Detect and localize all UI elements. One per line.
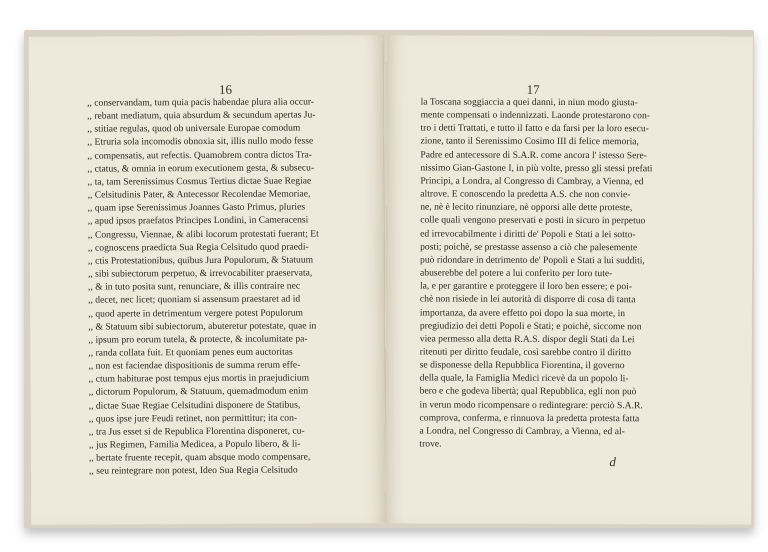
text-line: ,, quos ipse jure Feudi retinet, non permittitur; ita con- bbox=[88, 412, 298, 425]
text-line: Padre ed antecessore di S.A.R. come ancora l' istesso Sere- bbox=[420, 149, 648, 161]
left-page bbox=[29, 35, 387, 525]
text-line: chè non risiede in lei autorità di disporre di cosa di tanta bbox=[419, 293, 636, 306]
text-line: ,, stitiae regulas, quod ob universale Europae comodum bbox=[87, 122, 301, 135]
text-line: ,, ta, tam Serenissimus Cosmus Tertius dictae Suae Regiae bbox=[87, 175, 312, 188]
text-line: ,, seu reintegrare non potest, Ideo Sua Regia Celsitudo bbox=[88, 464, 298, 477]
text-line: ,, & in tuto posita sunt, renunciare, & illis contraire nec bbox=[88, 280, 301, 293]
text-line: può ridondare in detrimento de' Popoli e Stati a lui sudditi, bbox=[420, 254, 645, 267]
text-line: abuserebbe del potere a lui conferito per loro tute- bbox=[420, 267, 613, 280]
text-line: mente compensati o indennizzati. Laonde protestarono con- bbox=[420, 109, 650, 122]
text-line: ,, dictorum Populorum, & Statuum, quemadmodum enim bbox=[88, 385, 309, 399]
text-line: ,, sibi subiectorum perpetuo, & irrevocabiliter praeservata, bbox=[87, 267, 313, 280]
text-line: ,, ipsum pro eorum tutela, & protecte, & incolumitate pa- bbox=[88, 333, 308, 346]
text-line: la, e per garantire e proteggere il loro ben essere; e poi- bbox=[419, 280, 633, 293]
text-line: zione, tanto il Serenissimo Cosimo III di felice memoria, bbox=[420, 135, 639, 148]
text-line: Principi, a Londra, al Congresso di Cambray, a Vienna, ed bbox=[420, 175, 644, 188]
signature-mark: d bbox=[609, 454, 616, 470]
text-line: ritenuti per diritto feudale, così sarebbe contro il diritto bbox=[419, 346, 632, 359]
text-line: ,, compensatis, aut refectis. Quamobrem contra dictos Tra- bbox=[87, 149, 312, 162]
text-line: nissimo Gian-Gastone I, in più volte, presso gli stessi prefati bbox=[420, 162, 653, 175]
text-line: trove. bbox=[419, 438, 442, 450]
text-line: in verun modo ricompensare o redintegrare: perciò S.A.R. bbox=[419, 399, 643, 411]
text-line: ,, randa collata fuit. Et quoniam penes eum auctoritas bbox=[88, 346, 293, 359]
text-line: ,, jus Regimen, Familia Medicea, a Populo libero, & li- bbox=[88, 438, 301, 451]
text-line: ,, ctatus, & omnia in eorum executionem gesta, & subsecu- bbox=[87, 162, 315, 175]
text-line: posti; poichè, se prestasse assenso a ciò che palesemente bbox=[420, 241, 638, 253]
text-line: ,, apud ipsos praefatos Principes Londini, in Cameracensi bbox=[87, 214, 309, 228]
text-line: colle quali vengono preservati e posti in sicuro in perpetuo bbox=[420, 214, 646, 227]
text-line: ,, & Statuum sibi subiectorum, abuteretur potestate, quae in bbox=[88, 320, 317, 333]
left-page-number: 16 bbox=[218, 81, 233, 97]
text-line: ne, nè è lecito rinunziare, nè opporsi alle dette proteste, bbox=[420, 201, 633, 214]
text-line: la Toscana soggiaccia a quei danni, in niun modo giusta- bbox=[420, 96, 638, 109]
text-line: ,, dictae Suae Regiae Celsitudini disponere de Statibus, bbox=[88, 399, 301, 412]
right-page-number: 17 bbox=[526, 81, 540, 97]
text-line: bero e che godeva libertà; qual Repubblica, egli non può bbox=[419, 385, 637, 398]
text-line: ,, conservandam, tum quia pacis habendae plura alia occur- bbox=[87, 96, 315, 109]
text-line: ,, rebant mediatum, quia absurdum & secundum apertas Ju- bbox=[87, 109, 316, 122]
right-page-body bbox=[419, 95, 728, 451]
left-page-body bbox=[87, 95, 369, 478]
text-line: ,, decet, nec licet; quoniam si assensum praestaret ad id bbox=[88, 293, 301, 306]
text-line: ed irrevocabilmente i diritti de' Popoli e Stati a lei sotto- bbox=[420, 228, 636, 240]
text-line: ,, ctum habiturae post tempus ejus mortis in praejudicium bbox=[88, 372, 310, 385]
text-line: viea permesso alla detta R.A.S. dispor degli Stati da Lei bbox=[419, 333, 635, 346]
right-page bbox=[385, 35, 753, 524]
text-line: ,, quod aperte in detrimentum vergere potest Populorum bbox=[88, 307, 304, 320]
text-line: della quale, la Famiglia Medici ricevè da un popolo li- bbox=[419, 372, 629, 385]
text-line: comprova, conferma, e rinnuova la predetta protesta fatta bbox=[419, 412, 640, 424]
text-line: a Londra, nel Congresso di Cambray, a Vienna, ed al- bbox=[419, 425, 625, 438]
text-line: se disponesse della Repubblica Fiorentina, il governo bbox=[419, 359, 625, 372]
text-line: ,, bertate fruente recepit, quam absque modo compensare, bbox=[88, 451, 311, 464]
text-line: ,, Etruria sola incomodis obnoxia sit, illis nullo modo fesse bbox=[87, 135, 314, 149]
text-line: ,, ctis Protestationibus, quibus Jura Populorum, & Statuum bbox=[87, 254, 314, 267]
text-line: tro i detti Trattati, e tutto il fatto e da farsi per la loro esecu- bbox=[420, 122, 649, 135]
text-line: altrove. E conoscendo la predetta A.S. che non convie- bbox=[420, 188, 631, 201]
text-line: pregiudizio dei detti Popoli e Stati; e poichè, siccome non bbox=[419, 320, 642, 332]
text-line: ,, non est faciendae dispositionis de summa rerum effe- bbox=[88, 359, 301, 372]
text-line: ,, tra Jus esset si de Republica Florentina disponeret, cu- bbox=[88, 425, 305, 438]
text-line: ,, quam ipse Serenissimus Joannes Gasto Primus, pluries bbox=[87, 201, 306, 214]
text-line: importanza, da avere effetto poi dopo la sua morte, in bbox=[419, 306, 626, 319]
text-line: ,, Celsitudinis Pater, & Antecessor Recolendae Memoriae, bbox=[87, 188, 311, 201]
text-line: ,, cognoscens praedicta Sua Regia Celsitudo quod praedi- bbox=[87, 241, 309, 254]
text-line: ,, Congressu, Viennae, & alibi locorum protestati fuerant; Et bbox=[87, 227, 319, 241]
